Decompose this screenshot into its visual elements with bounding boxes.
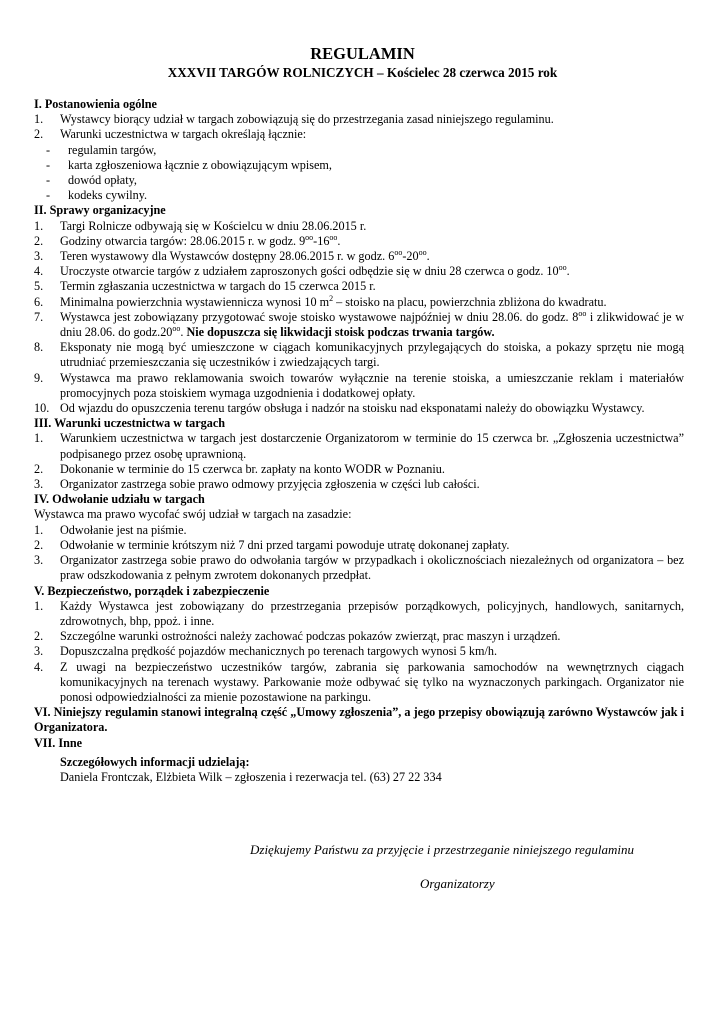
section-intro: Wystawca ma prawo wycofać swój udział w targach na zasadzie:	[34, 507, 352, 522]
item-number: 10.	[34, 401, 50, 416]
dash-bullet: -	[46, 173, 51, 188]
dash-bullet: -	[46, 157, 51, 172]
list-item	[34, 112, 684, 127]
thanks-note: Dziękujemy Państwu za przyjęcie i przestrzeganie niniejszego regulaminu	[250, 842, 635, 857]
text-part: Uroczyste otwarcie targów z udziałem zaproszonych gości odbędzie się w dniu 28 czerwca o godz. 10	[60, 264, 559, 279]
dash-item	[34, 143, 684, 158]
text-part: Teren wystawowy dla Wystawców dostępny 28.06.2015 r. w godz. 6	[60, 249, 395, 264]
item-text: Każdy Wystawca jest zobowiązany do przestrzegania przepisów porządkowych, policyjnych, handlowych, sanitarnych, zdrowotnych, bhp, ppoż. i inne.	[60, 598, 684, 628]
list-item	[34, 644, 684, 659]
list-item	[34, 553, 684, 583]
item-number: 2.	[34, 461, 44, 476]
item-number: 4.	[34, 264, 44, 279]
section-heading-4: IV. Odwołanie udziału w targach	[34, 492, 205, 507]
item-text: Od wjazdu do opuszczenia terenu targów obsługa i nadzór na stoisku nad eksponatami należy do obowiązku Wystawcy.	[60, 401, 645, 416]
superscript: oo	[418, 247, 427, 257]
list-item	[34, 234, 684, 249]
superscript: oo	[394, 247, 403, 257]
item-number: 1.	[34, 598, 44, 613]
dash-text: regulamin targów,	[68, 142, 157, 157]
list-item	[34, 264, 684, 279]
superscript: oo	[172, 323, 181, 333]
list-item	[34, 660, 684, 706]
section-heading-6	[34, 705, 684, 735]
section-heading-2: II. Sprawy organizacyjne	[34, 203, 166, 218]
section-heading-1: I. Postanowienia ogólne	[34, 97, 157, 111]
text-part: -16	[313, 233, 330, 248]
section-6-text: VI. Niniejszy regulamin stanowi integralną część „Umowy zgłoszenia”, a jego przepisy obowiązują zarówno Wystawców jak i Organizatora.	[34, 705, 684, 735]
item-text: Targi Rolnicze odbywają się w Kościelcu w dniu 28.06.2015 r.	[60, 218, 367, 233]
item-text: Szczególne warunki ostrożności należy zachować podczas pokazów zwierząt, prac maszyn i urządzeń.	[60, 629, 561, 644]
dash-bullet: -	[46, 188, 51, 203]
superscript: oo	[558, 263, 567, 273]
item-text: Dopuszczalna prędkość pojazdów mechanicznych po terenach targowych wynosi 5 km/h.	[60, 644, 498, 659]
text-part: Minimalna powierzchnia wystawiennicza wynosi 10 m	[60, 294, 330, 309]
section-heading-5: V. Bezpieczeństwo, porządek i zabezpieczenie	[34, 583, 270, 598]
text-part: .	[180, 325, 187, 340]
item-number: 3.	[34, 644, 44, 659]
item-text: Wystawca ma prawo reklamowania swoich towarów wyłącznie na terenie stoiska, a umieszczanie reklam i materiałów promocyjnych poza stoiskiem wymaga uzgodnienia i dodatkowej opłaty.	[60, 370, 684, 400]
item-text: Odwołanie w terminie krótszym niż 7 dni przed targami powoduje utratę dokonanej zapłaty.	[60, 537, 510, 552]
item-number: 1.	[34, 431, 44, 446]
item-number: 2.	[34, 233, 44, 248]
item-number: 6.	[34, 294, 44, 309]
list-item	[34, 127, 684, 142]
list-item	[34, 538, 684, 553]
list-item	[34, 401, 684, 416]
item-text	[60, 249, 684, 264]
item-text: Wystawcy biorący udział w targach zobowiązują się do przestrzegania zasad niniejszego regulaminu.	[60, 112, 554, 127]
section-heading-7: VII. Inne	[34, 735, 83, 750]
item-number: 1.	[34, 522, 44, 537]
item-number: 3.	[34, 477, 44, 492]
document-title: REGULAMIN	[310, 44, 415, 63]
item-text	[60, 310, 684, 340]
item-text	[60, 234, 684, 249]
item-number: 3.	[34, 249, 44, 264]
list-item	[34, 279, 684, 294]
item-number: 1.	[34, 112, 44, 127]
item-number: 1.	[34, 218, 44, 233]
document-body	[34, 97, 684, 785]
document-subtitle: XXXVII TARGÓW ROLNICZYCH – Kościelec 28 czerwca 2015 rok	[167, 65, 558, 80]
list-item	[34, 295, 684, 310]
dash-text: kodeks cywilny.	[68, 188, 148, 203]
item-text: Odwołanie jest na piśmie.	[60, 522, 187, 537]
text-part: i zlikwidować je w dniu 28.06. do godz.20	[60, 309, 684, 340]
list-item	[34, 599, 684, 629]
text-part: Wystawca jest zobowiązany przygotować swoje stoisko wystawowe najpóźniej w dniu 28.06. do godz. 8	[60, 309, 579, 324]
dash-item	[34, 158, 684, 173]
info-heading: Szczegółowych informacji udzielają:	[60, 754, 250, 769]
item-text: Z uwagi na bezpieczeństwo uczestników targów, zabrania się parkowania samochodów na wewnętrznych ciągach komunikacyjnych na terenach wystawy. Parkowanie może odbywać się tylko na wyznaczonych parkingach. Organizator nie ponosi odpowiedzialności za mienie pozostawione na parkingu.	[60, 659, 684, 704]
item-number: 2.	[34, 629, 44, 644]
item-text: Warunki uczestnictwa w targach określają łącznie:	[60, 127, 307, 142]
list-item	[34, 310, 684, 340]
list-item	[34, 219, 684, 234]
superscript: oo	[578, 308, 587, 318]
item-text: Termin zgłaszania uczestnictwa w targach do 15 czerwca 2015 r.	[60, 279, 376, 294]
text-part: .	[426, 249, 430, 264]
bold-text: Nie dopuszcza się likwidacji stoisk podczas trwania targów.	[186, 325, 495, 340]
item-number: 8.	[34, 340, 44, 355]
item-number: 2.	[34, 537, 44, 552]
dash-item	[34, 173, 684, 188]
item-text: Organizator zastrzega sobie prawo do odwołania targów w przypadkach i okolicznościach niezależnych od organizatora – bez praw odszkodowania z pełnym zwrotem dokonanych przedpłat.	[60, 553, 684, 583]
item-text	[60, 295, 684, 310]
text-part: .	[337, 233, 341, 248]
item-number: 9.	[34, 370, 44, 385]
superscript: 2	[329, 293, 334, 303]
item-text: Dokonanie w terminie do 15 czerwca br. zapłaty na konto WODR w Poznaniu.	[60, 461, 445, 476]
item-number: 7.	[34, 309, 44, 324]
item-number: 4.	[34, 659, 44, 674]
text-part: .	[566, 264, 570, 279]
dash-item	[34, 188, 684, 203]
list-item	[34, 431, 684, 461]
item-number: 3.	[34, 553, 44, 568]
list-item	[34, 462, 684, 477]
superscript: oo	[329, 232, 338, 242]
section-heading-3: III. Warunki uczestnictwa w targach	[34, 416, 226, 431]
list-item	[34, 523, 684, 538]
list-item	[34, 629, 684, 644]
text-part: – stoisko na placu, powierzchnia zbliżona do kwadratu.	[333, 294, 607, 309]
item-text: Warunkiem uczestnictwa w targach jest dostarczenie Organizatorom w terminie do 15 czerwca br. „Zgłoszenia uczestnictwa” podpisanego przez osobę uprawnioną.	[60, 431, 684, 461]
list-item	[34, 249, 684, 264]
text-part: Godziny otwarcia targów: 28.06.2015 r. w godz. 9	[60, 233, 306, 248]
item-number: 2.	[34, 127, 44, 142]
dash-bullet: -	[46, 142, 51, 157]
text-part: -20	[402, 249, 419, 264]
signature: Organizatorzy	[420, 876, 495, 891]
superscript: oo	[305, 232, 314, 242]
list-item	[34, 371, 684, 401]
item-text: Eksponaty nie mogą być umieszczone w ciągach komunikacyjnych przylegających do stoiska, a pokazy sprzętu nie mogą utrudniać przemieszczania się uczestników i zwiedzających targi.	[60, 340, 684, 370]
item-number: 5.	[34, 279, 44, 294]
info-contact: Daniela Frontczak, Elżbieta Wilk – zgłoszenia i rezerwacja tel. (63) 27 22 334	[60, 769, 442, 784]
list-item	[34, 477, 684, 492]
dash-text: dowód opłaty,	[68, 173, 137, 188]
dash-text: karta zgłoszeniowa łącznie z obowiązującym wpisem,	[68, 157, 332, 172]
item-text	[60, 264, 684, 279]
item-text: Organizator zastrzega sobie prawo odmowy przyjęcia zgłoszenia w części lub całości.	[60, 477, 480, 492]
list-item	[34, 340, 684, 370]
